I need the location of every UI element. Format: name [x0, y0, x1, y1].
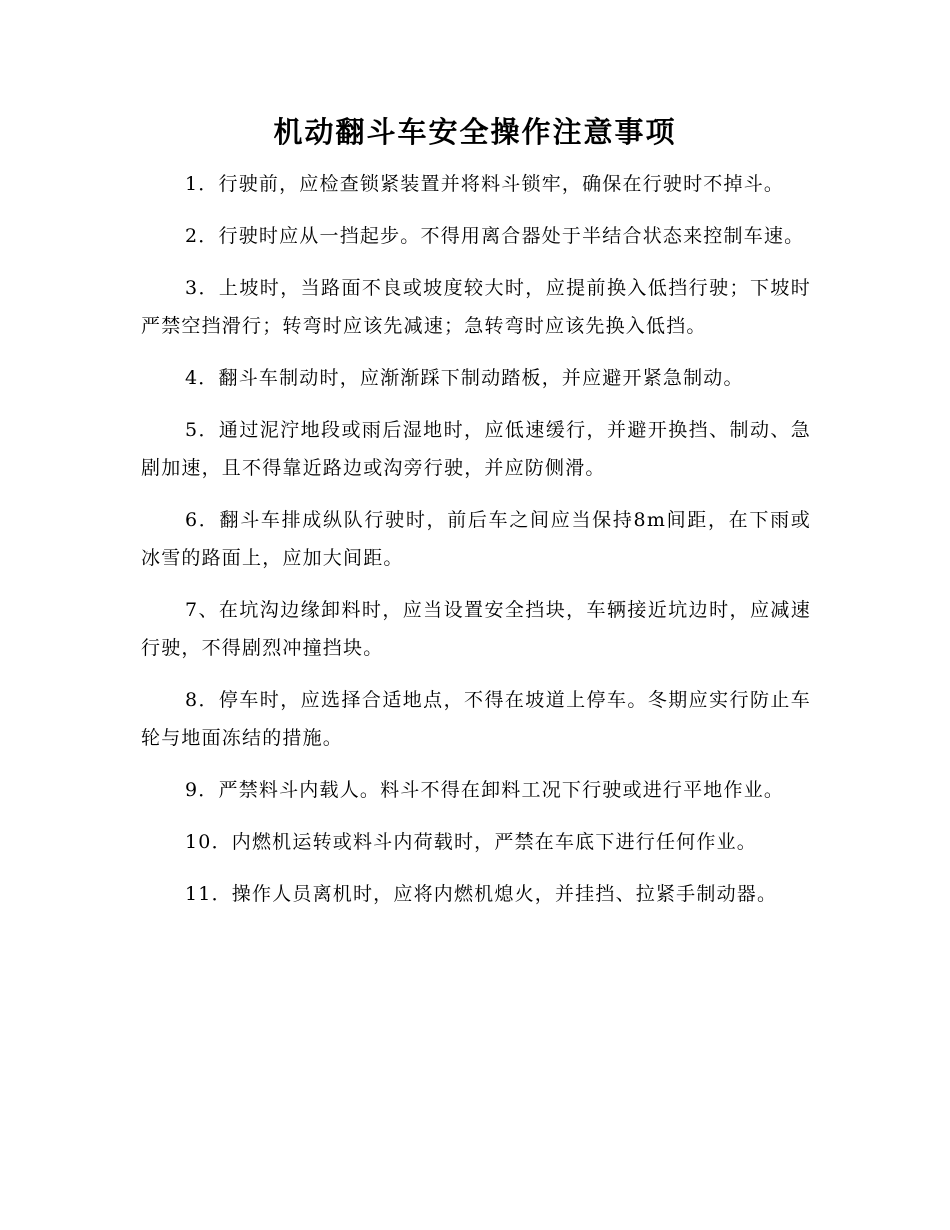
paragraph-9: 9．严禁料斗内载人。料斗不得在卸料工况下行驶或进行平地作业。 — [185, 779, 785, 801]
paragraph-10: 10．内燃机运转或料斗内荷载时，严禁在车底下进行任何作业。 — [185, 831, 757, 853]
paragraph-8: 8．停车时，应选择合适地点，不得在坡道上停车。冬期应实行防止车轮与地面冻结的措施。 — [141, 689, 811, 749]
paragraph-5: 5．通过泥泞地段或雨后湿地时，应低速缓行，并避开换挡、制动、急剧加速，且不得靠近路边或沟旁行驶，并应防侧滑。 — [141, 419, 811, 479]
paragraph-6: 6．翻斗车排成纵队行驶时，前后车之间应当保持8m间距，在下雨或冰雪的路面上，应加大间距。 — [141, 509, 811, 569]
paragraph-1: 1．行驶前，应检查锁紧装置并将料斗锁牢，确保在行驶时不掉斗。 — [185, 173, 785, 195]
document-body — [141, 165, 811, 927]
document-title: 机动翻斗车安全操作注意事项 — [273, 115, 677, 149]
paragraph-3: 3．上坡时，当路面不良或坡度较大时，应提前换入低挡行驶；下坡时严禁空挡滑行；转弯时应该先减速；急转弯时应该先换入低挡。 — [141, 277, 811, 337]
paragraph-4: 4．翻斗车制动时，应渐渐踩下制动踏板，并应避开紧急制动。 — [185, 367, 744, 389]
paragraph-7: 7、在坑沟边缘卸料时，应当设置安全挡块，车辆接近坑边时，应减速行驶，不得剧烈冲撞挡块。 — [141, 599, 811, 659]
paragraph-2: 2．行驶时应从一挡起步。不得用离合器处于半结合状态来控制车速。 — [185, 225, 805, 247]
paragraph-11: 11．操作人员离机时，应将内燃机熄火，并挂挡、拉紧手制动器。 — [185, 883, 778, 905]
